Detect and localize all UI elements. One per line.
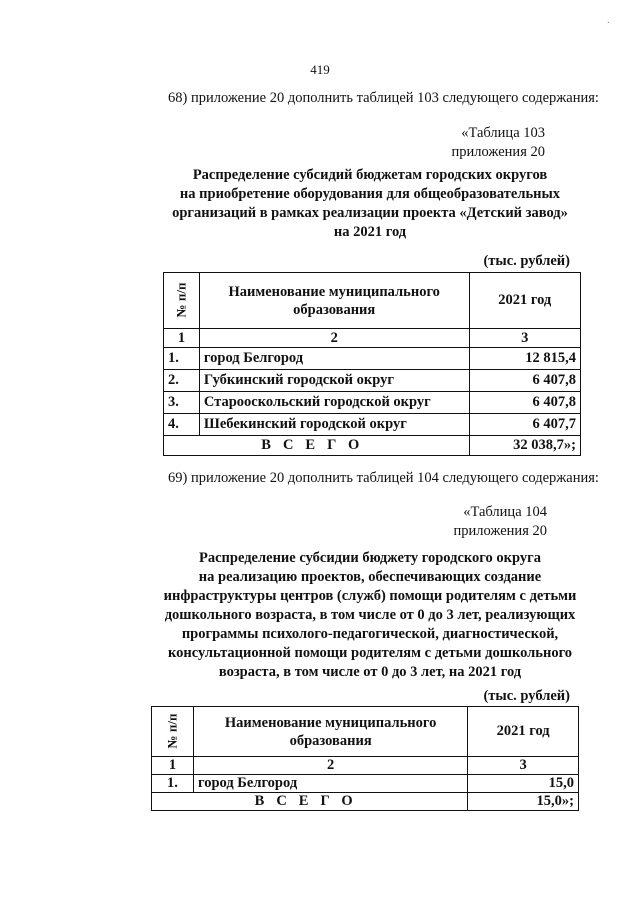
- title-line: на реализацию проектов, обеспечивающих создание: [198, 569, 542, 585]
- total-value: 15,0»;: [468, 793, 579, 811]
- row-num: 1.: [152, 775, 194, 793]
- table-ref-line: приложения 20: [451, 144, 545, 160]
- row-num: 2.: [164, 370, 200, 392]
- title-line: организаций в рамках реализации проекта «Детский завод»: [172, 205, 568, 221]
- header-name: Наименование муниципального образования: [199, 273, 469, 329]
- title-line: на приобретение оборудования для общеобразовательных: [179, 186, 561, 202]
- index-cell: 2: [193, 757, 467, 775]
- table-ref-line: приложения 20: [453, 523, 547, 539]
- row-name: город Белгород: [193, 775, 467, 793]
- row-name: Шебекинский городской округ: [199, 414, 469, 436]
- title-line: программы психолого-педагогической, диагностической,: [181, 626, 559, 642]
- header-num: № п/п: [164, 273, 200, 329]
- row-value: 15,0: [468, 775, 579, 793]
- title-line: Распределение субсидий бюджетам городских округов: [192, 167, 548, 183]
- row-value: 6 407,8: [469, 392, 580, 414]
- row-name: Старооскольский городской округ: [199, 392, 469, 414]
- title-line: Распределение субсидии бюджету городского округа: [199, 550, 541, 566]
- row-name: город Белгород: [199, 348, 469, 370]
- title-line: дошкольного возраста, в том числе от 0 до 3 лет, реализующих: [164, 607, 576, 623]
- row-value: 6 407,8: [469, 370, 580, 392]
- header-name: Наименование муниципального образования: [193, 707, 467, 757]
- table-row: [164, 370, 581, 392]
- units-label: (тыс. рублей): [483, 688, 570, 704]
- table-ref-line: «Таблица 103: [461, 125, 545, 141]
- table-103-reference: [452, 124, 545, 162]
- corner-mark: ·: [606, 18, 610, 29]
- title-line: консультационной помощи родителям с детьми дошкольного: [167, 645, 573, 661]
- header-row: [152, 707, 579, 757]
- header-year: 2021 год: [468, 707, 579, 757]
- item-68-text: 68) приложение 20 дополнить таблицей 103 следующего содержания:: [168, 90, 599, 106]
- total-row: [164, 436, 581, 456]
- table-103: [163, 272, 581, 456]
- title-line: на 2021 год: [333, 224, 407, 240]
- units-label: (тыс. рублей): [483, 253, 570, 269]
- row-num: 4.: [164, 414, 200, 436]
- total-label: ВСЕГО: [152, 793, 468, 811]
- item-69-text: 69) приложение 20 дополнить таблицей 104 следующего содержания:: [168, 470, 599, 486]
- table-104-title: [150, 549, 590, 682]
- header-row: [164, 273, 581, 329]
- table-row: [164, 392, 581, 414]
- header-num: № п/п: [152, 707, 194, 757]
- table-row: [152, 775, 579, 793]
- row-value: 12 815,4: [469, 348, 580, 370]
- page-number: 419: [310, 62, 330, 77]
- total-row: [152, 793, 579, 811]
- table-103-title: [150, 166, 590, 242]
- row-value: 6 407,7: [469, 414, 580, 436]
- index-cell: 1: [164, 329, 200, 348]
- index-cell: 2: [199, 329, 469, 348]
- table-row: [164, 348, 581, 370]
- table-104: [151, 706, 579, 811]
- total-value: 32 038,7»;: [469, 436, 580, 456]
- index-cell: 3: [469, 329, 580, 348]
- table-ref-line: «Таблица 104: [463, 504, 547, 520]
- row-num: 1.: [164, 348, 200, 370]
- title-line: инфраструктуры центров (служб) помощи родителям с детьми: [163, 588, 577, 604]
- row-num: 3.: [164, 392, 200, 414]
- index-cell: 1: [152, 757, 194, 775]
- index-row: [164, 329, 581, 348]
- row-name: Губкинский городской округ: [199, 370, 469, 392]
- total-label: ВСЕГО: [164, 436, 470, 456]
- title-line: возраста, в том числе от 0 до 3 лет, на 2021 год: [218, 664, 522, 680]
- table-row: [164, 414, 581, 436]
- table-104-reference: [454, 503, 547, 541]
- index-cell: 3: [468, 757, 579, 775]
- index-row: [152, 757, 579, 775]
- header-year: 2021 год: [469, 273, 580, 329]
